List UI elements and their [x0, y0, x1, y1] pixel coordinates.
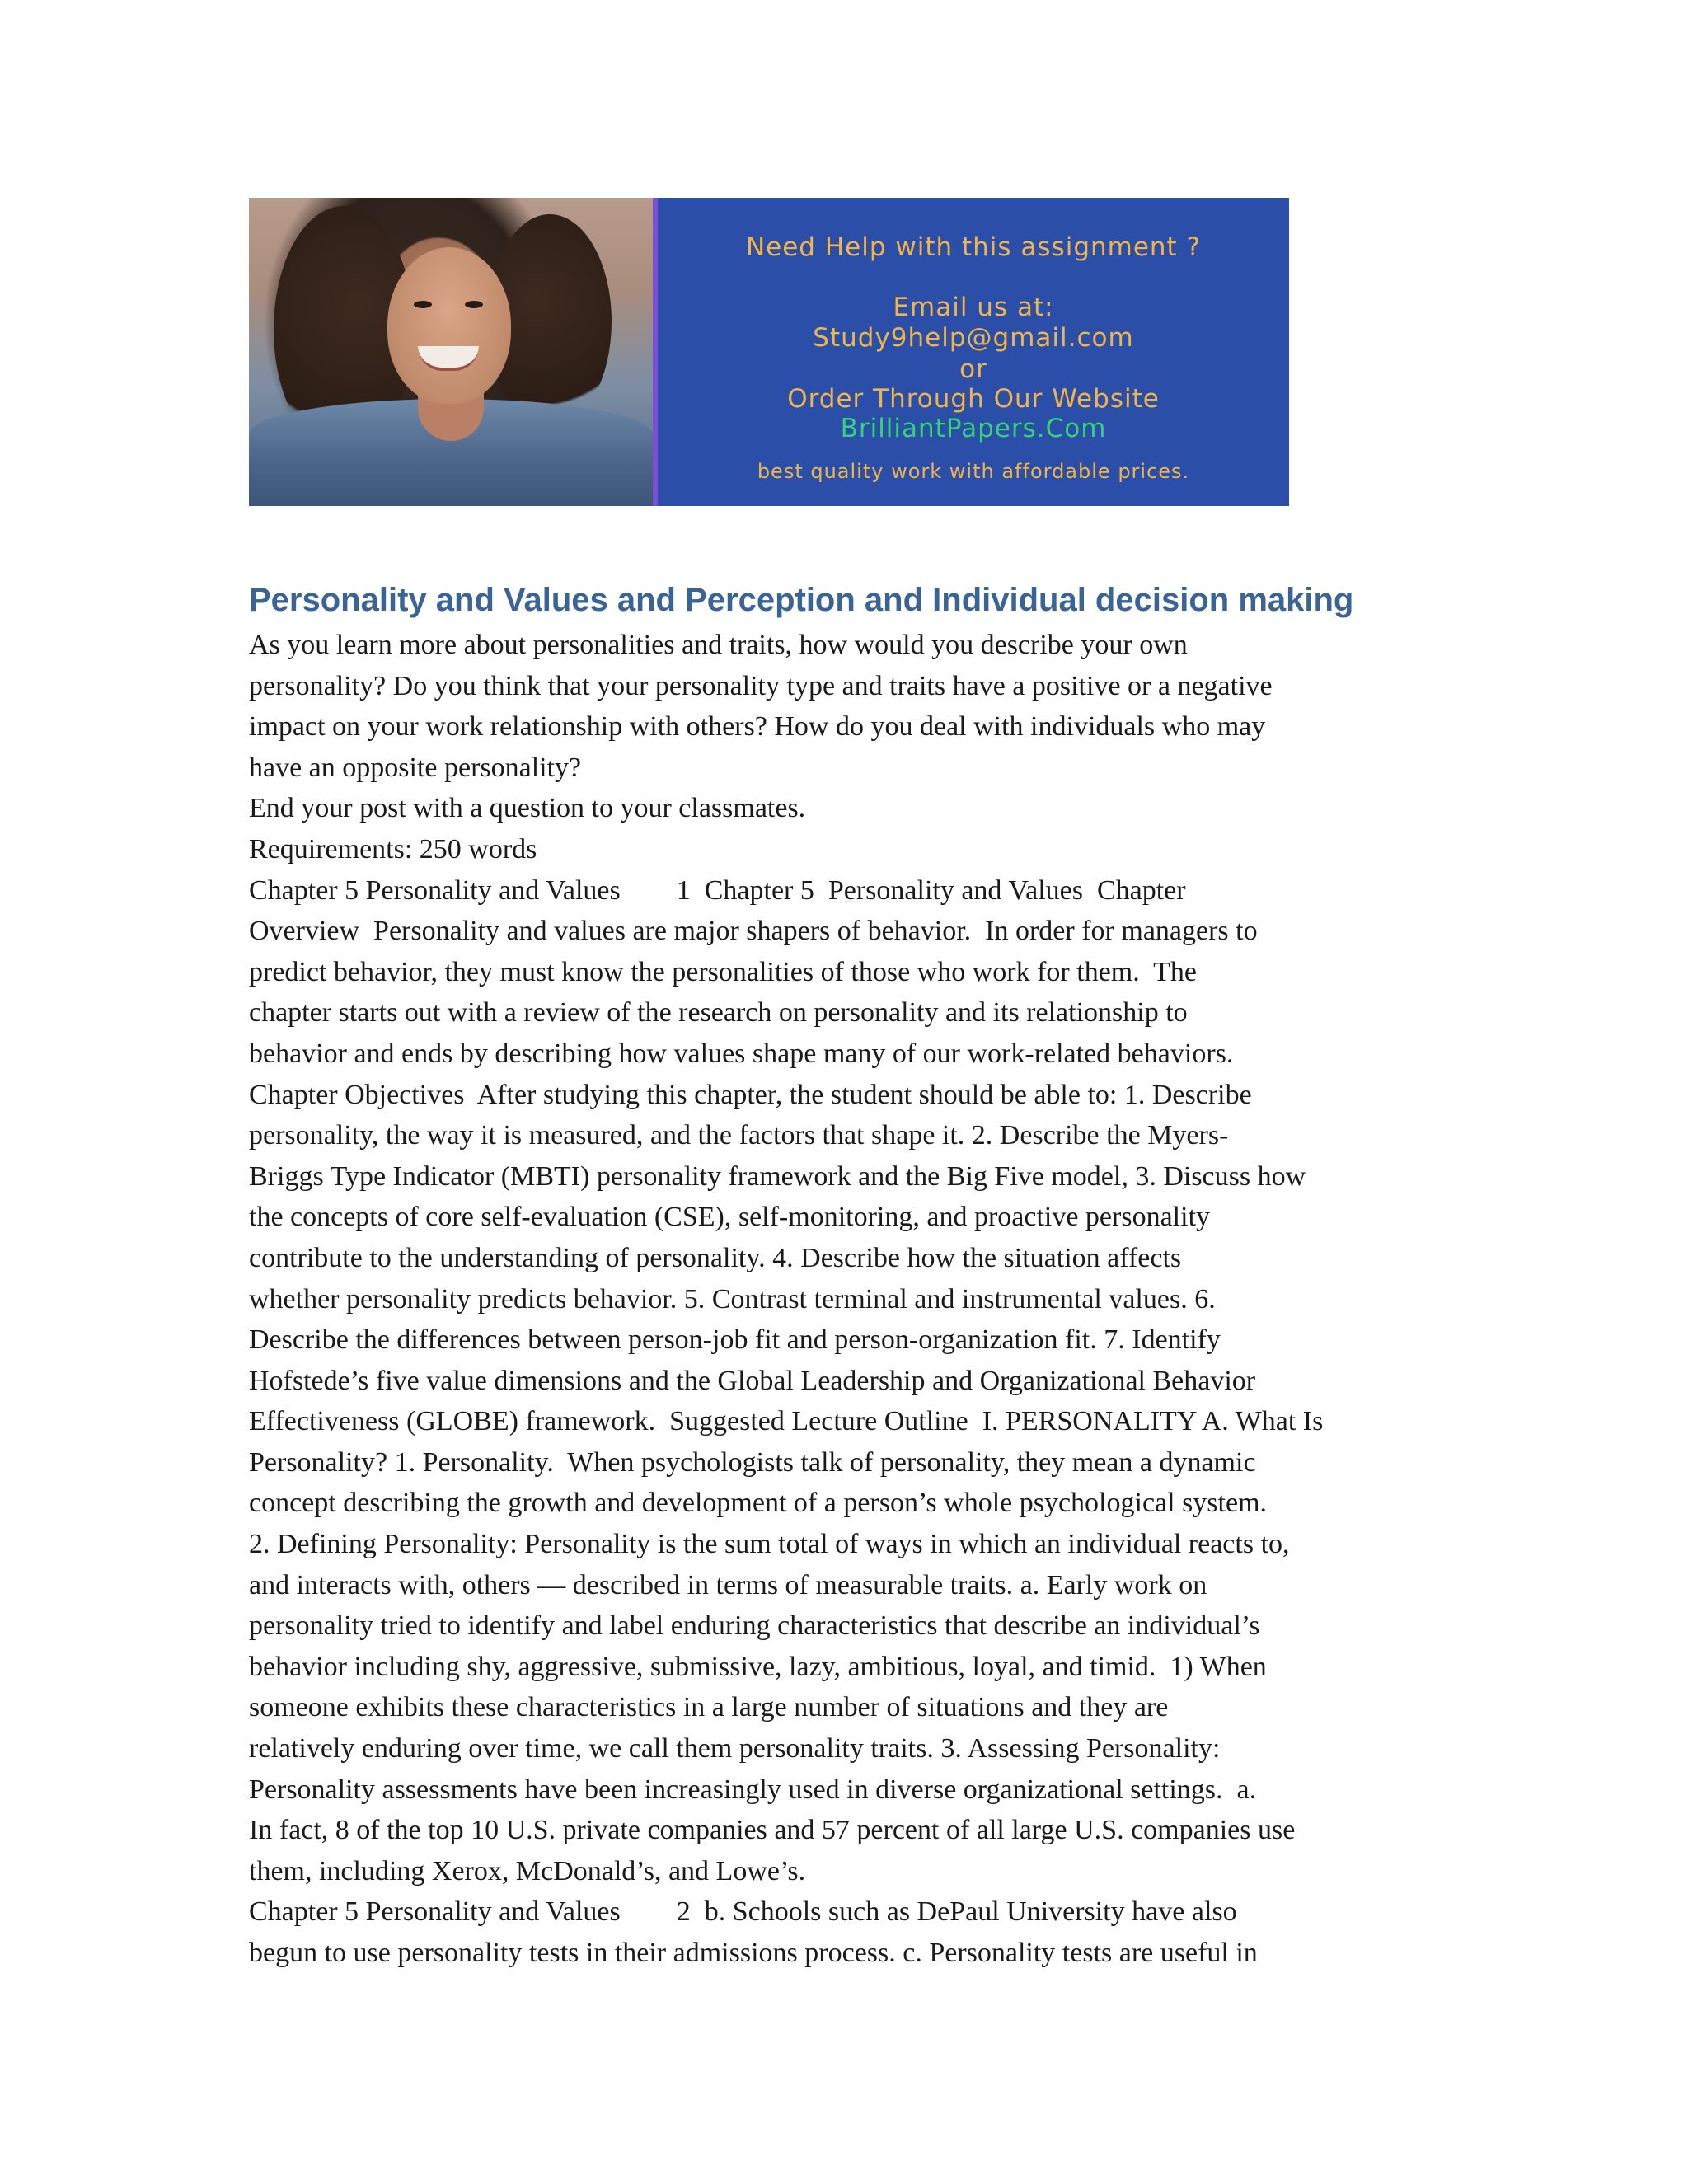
text-line: 2. Defining Personality: Personality is the sum total of ways in which an individual reacts to,: [249, 1529, 1290, 1560]
text-line: contribute to the understanding of personality. 4. Describe how the situation affects: [249, 1242, 1182, 1273]
text-line: and interacts with, others — described in terms of measurable traits. a. Early work on: [249, 1569, 1207, 1601]
banner-text-panel: [658, 198, 1289, 506]
banner-tagline: best quality work with affordable prices.: [757, 460, 1190, 483]
text-line: behavior and ends by describing how values shape many of our work-related behaviors.: [249, 1038, 1234, 1069]
text-line: predict behavior, they must know the personalities of those who work for them. The: [249, 956, 1197, 987]
text-line: personality? Do you think that your personality type and traits have a positive or a negative: [249, 670, 1273, 701]
text-line: impact on your work relationship with others? How do you deal with individuals who may: [249, 711, 1266, 743]
banner-photo: [249, 198, 653, 506]
text-line: them, including Xerox, McDonald’s, and Lowe’s.: [249, 1855, 806, 1886]
text-line: Hofstede’s five value dimensions and the Global Leadership and Organizational Behavior: [249, 1365, 1256, 1396]
text-line: concept describing the growth and development of a person’s whole psychological system.: [249, 1488, 1268, 1519]
text-line: personality, the way it is measured, and the factors that shape it. 2. Describe the Myers-: [249, 1120, 1229, 1151]
text-line: whether personality predicts behavior. 5. Contrast terminal and instrumental values. 6.: [249, 1283, 1216, 1315]
text-line: As you learn more about personalities and traits, how would you describe your own: [249, 630, 1188, 660]
text-line: chapter starts out with a review of the research on personality and its relationship to: [249, 997, 1188, 1029]
text-line: the concepts of core self-evaluation (CSE), self-monitoring, and proactive personality: [249, 1202, 1211, 1233]
photo-face: [387, 247, 511, 404]
document-title: Personality and Values and Perception and Individual decision making: [249, 582, 1354, 618]
document-body: [249, 577, 1452, 1974]
advertisement-banner[interactable]: [249, 198, 1289, 506]
text-line: behavior including shy, aggressive, submissive, lazy, ambitious, loyal, and timid. 1) When: [249, 1651, 1267, 1682]
photo-eye-right: [465, 301, 483, 308]
text-line: Effectiveness (GLOBE) framework. Suggested Lecture Outline I. PERSONALITY A. What Is: [249, 1406, 1324, 1437]
text-line: Describe the differences between person-job fit and person-organization fit. 7. Identify: [249, 1324, 1221, 1356]
banner-or: or: [959, 354, 987, 384]
text-line: Personality? 1. Personality. When psychologists talk of personality, they mean a dynamic: [249, 1446, 1256, 1478]
text-line: In fact, 8 of the top 10 U.S. private companies and 57 percent of all large U.S. companies use: [249, 1815, 1296, 1846]
banner-email-address[interactable]: Study9help@gmail.com: [813, 323, 1134, 353]
banner-order-text: Order Through Our Website: [787, 384, 1160, 414]
text-line: Chapter Objectives After studying this chapter, the student should be able to: 1. Describe: [249, 1079, 1252, 1110]
text-line: personality tried to identify and label enduring characteristics that describe an individual’s: [249, 1610, 1260, 1642]
text-line: Briggs Type Indicator (MBTI) personality framework and the Big Five model, 3. Discuss how: [249, 1160, 1306, 1192]
text-line: someone exhibits these characteristics in a large number of situations and they are: [249, 1692, 1169, 1723]
photo-eye-left: [414, 301, 432, 308]
document-text: [249, 625, 1452, 1974]
text-line: Chapter 5 Personality and Values 2 b. Schools such as DePaul University have also: [249, 1896, 1237, 1928]
text-line: Requirements: 250 words: [249, 833, 537, 865]
text-line: End your post with a question to your classmates.: [249, 793, 806, 824]
banner-website-link[interactable]: BrilliantPapers.Com: [840, 414, 1107, 443]
text-line: Chapter 5 Personality and Values 1 Chapter 5 Personality and Values Chapter: [249, 874, 1186, 906]
text-line: Personality assessments have been increasingly used in diverse organizational settings. a.: [249, 1774, 1257, 1805]
text-line: relatively enduring over time, we call them personality traits. 3. Assessing Personality:: [249, 1733, 1221, 1765]
text-line: Overview Personality and values are major shapers of behavior. In order for managers to: [249, 916, 1258, 947]
text-line: have an opposite personality?: [249, 752, 582, 783]
text-line: begun to use personality tests in their admissions process. c. Personality tests are useful in: [249, 1938, 1258, 1968]
banner-headline: Need Help with this assignment ?: [745, 232, 1202, 262]
banner-email-label: Email us at:: [893, 293, 1054, 322]
